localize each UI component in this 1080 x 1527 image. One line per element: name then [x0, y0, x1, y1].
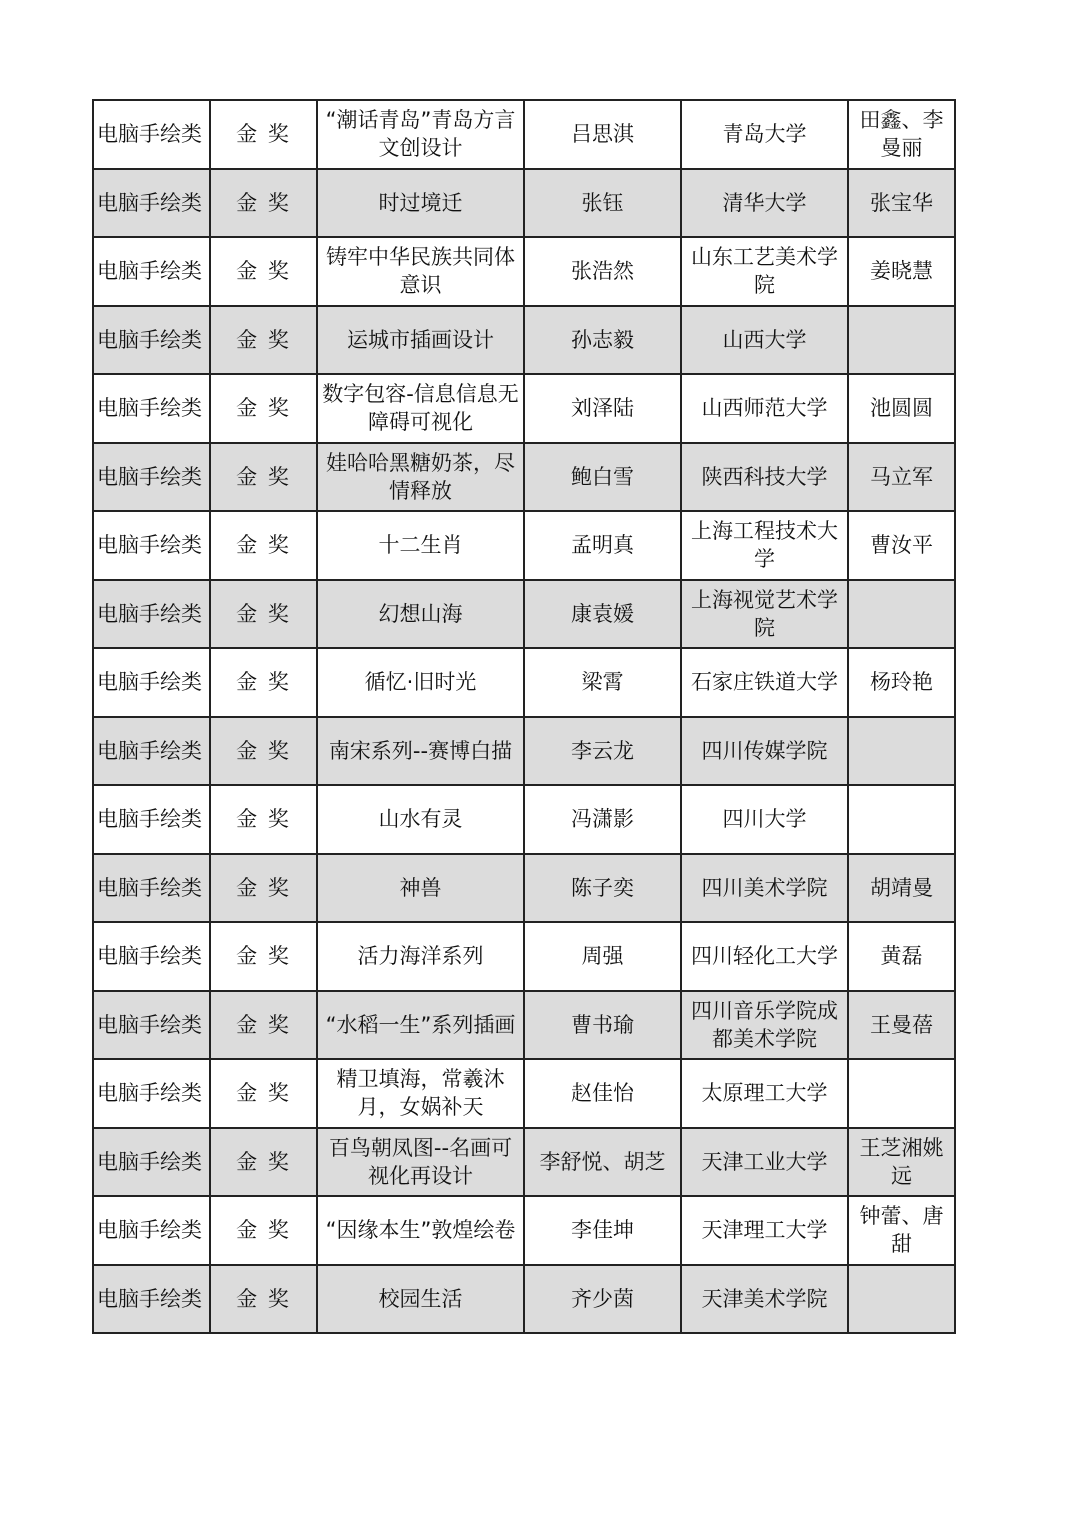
title-cell-text: 神兽 — [399, 875, 442, 900]
title-cell — [317, 580, 524, 649]
advisor-cell-text: 钟蕾、唐甜 — [859, 1204, 944, 1257]
school-cell-text: 青岛大学 — [722, 122, 807, 147]
advisor-cell — [848, 648, 955, 717]
title-cell-text: “水稻一生”系列插画 — [325, 1012, 516, 1037]
author-cell — [524, 991, 681, 1060]
school-cell-text: 天津理工大学 — [701, 1218, 828, 1243]
category-cell — [93, 100, 210, 169]
school-cell-text: 天津工业大学 — [701, 1149, 828, 1174]
school-cell-text: 四川音乐学院成都美术学院 — [691, 998, 838, 1051]
advisor-cell — [848, 1128, 955, 1197]
category-cell — [93, 785, 210, 854]
author-cell — [524, 100, 681, 169]
category-cell — [93, 648, 210, 717]
category-cell-text: 电脑手绘类 — [97, 464, 202, 489]
title-cell-text: 活力海洋系列 — [357, 944, 484, 969]
category-cell — [93, 374, 210, 443]
advisor-cell — [848, 785, 955, 854]
title-cell — [317, 511, 524, 580]
category-cell — [93, 991, 210, 1060]
award-cell-text: 金 奖 — [236, 122, 291, 147]
author-cell — [524, 1196, 681, 1265]
award-cell — [210, 717, 317, 786]
school-cell — [681, 1128, 848, 1197]
title-cell — [317, 717, 524, 786]
table-row — [93, 1059, 955, 1128]
award-cell-text: 金 奖 — [236, 1286, 291, 1311]
title-cell — [317, 237, 524, 306]
author-cell — [524, 785, 681, 854]
school-cell — [681, 785, 848, 854]
title-cell — [317, 1196, 524, 1265]
title-cell — [317, 169, 524, 238]
category-cell — [93, 237, 210, 306]
award-cell — [210, 1128, 317, 1197]
author-cell — [524, 306, 681, 375]
title-cell-text: 铸牢中华民族共同体意识 — [326, 245, 515, 298]
school-cell-text: 山东工艺美术学院 — [691, 245, 838, 298]
award-cell-text: 金 奖 — [236, 807, 291, 832]
school-cell-text: 天津美术学院 — [701, 1286, 828, 1311]
award-cell-text: 金 奖 — [236, 944, 291, 969]
award-cell-text: 金 奖 — [236, 1149, 291, 1174]
award-cell — [210, 922, 317, 991]
title-cell-text: 校园生活 — [378, 1286, 463, 1311]
author-cell — [524, 169, 681, 238]
table-row — [93, 991, 955, 1060]
school-cell — [681, 1059, 848, 1128]
category-cell-text: 电脑手绘类 — [97, 807, 202, 832]
title-cell — [317, 922, 524, 991]
school-cell — [681, 237, 848, 306]
category-cell-text: 电脑手绘类 — [97, 327, 202, 352]
school-cell — [681, 443, 848, 512]
author-cell — [524, 648, 681, 717]
award-cell — [210, 443, 317, 512]
title-cell — [317, 374, 524, 443]
title-cell — [317, 648, 524, 717]
advisor-cell — [848, 169, 955, 238]
advisor-cell — [848, 1265, 955, 1334]
advisor-cell — [848, 100, 955, 169]
advisor-cell-text: 姜晓慧 — [870, 259, 933, 284]
school-cell — [681, 648, 848, 717]
author-cell — [524, 922, 681, 991]
category-cell-text: 电脑手绘类 — [97, 944, 202, 969]
author-cell — [524, 237, 681, 306]
author-cell-text: 张钰 — [581, 190, 624, 215]
award-cell-text: 金 奖 — [236, 738, 291, 763]
school-cell — [681, 580, 848, 649]
award-cell — [210, 1196, 317, 1265]
school-cell — [681, 374, 848, 443]
author-cell-text: 赵佳怡 — [571, 1081, 634, 1106]
school-cell — [681, 511, 848, 580]
title-cell-text: “潮话青岛”青岛方言文创设计 — [325, 108, 516, 161]
advisor-cell-text: 张宝华 — [870, 190, 933, 215]
award-cell-text: 金 奖 — [236, 1012, 291, 1037]
table-row — [93, 237, 955, 306]
title-cell-text: 循忆·旧时光 — [364, 670, 477, 695]
award-cell-text: 金 奖 — [236, 327, 291, 352]
school-cell-text: 四川传媒学院 — [701, 738, 828, 763]
author-cell — [524, 580, 681, 649]
award-cell-text: 金 奖 — [236, 396, 291, 421]
category-cell — [93, 306, 210, 375]
advisor-cell — [848, 580, 955, 649]
advisor-cell — [848, 717, 955, 786]
advisor-cell — [848, 991, 955, 1060]
title-cell-text: 十二生肖 — [378, 533, 463, 558]
category-cell-text: 电脑手绘类 — [97, 601, 202, 626]
school-cell — [681, 922, 848, 991]
school-cell — [681, 1265, 848, 1334]
school-cell — [681, 1196, 848, 1265]
author-cell-text: 张浩然 — [571, 259, 634, 284]
category-cell — [93, 922, 210, 991]
category-cell-text: 电脑手绘类 — [97, 670, 202, 695]
school-cell — [681, 169, 848, 238]
category-cell — [93, 511, 210, 580]
school-cell-text: 陕西科技大学 — [701, 464, 828, 489]
school-cell — [681, 306, 848, 375]
title-cell-text: 时过境迁 — [378, 190, 463, 215]
category-cell-text: 电脑手绘类 — [97, 122, 202, 147]
author-cell-text: 康袁媛 — [571, 601, 634, 626]
award-cell — [210, 785, 317, 854]
author-cell-text: 孟明真 — [571, 533, 634, 558]
table-row — [93, 100, 955, 169]
school-cell — [681, 717, 848, 786]
title-cell — [317, 1265, 524, 1334]
advisor-cell — [848, 1196, 955, 1265]
table-row — [93, 648, 955, 717]
advisor-cell-text: 胡靖曼 — [870, 875, 933, 900]
title-cell — [317, 443, 524, 512]
school-cell-text: 太原理工大学 — [701, 1081, 828, 1106]
author-cell — [524, 1059, 681, 1128]
table-row — [93, 443, 955, 512]
advisor-cell-text: 王曼蓓 — [870, 1012, 933, 1037]
award-cell — [210, 854, 317, 923]
award-cell — [210, 237, 317, 306]
award-cell-text: 金 奖 — [236, 259, 291, 284]
school-cell-text: 上海视觉艺术学院 — [691, 587, 838, 640]
award-cell — [210, 100, 317, 169]
table-body — [93, 100, 955, 1333]
author-cell-text: 周强 — [581, 944, 624, 969]
award-cell — [210, 1265, 317, 1334]
category-cell-text: 电脑手绘类 — [97, 190, 202, 215]
award-cell — [210, 169, 317, 238]
table-row — [93, 306, 955, 375]
category-cell-text: 电脑手绘类 — [97, 1286, 202, 1311]
advisor-cell-text: 池圆圆 — [870, 396, 933, 421]
advisor-cell — [848, 1059, 955, 1128]
author-cell — [524, 854, 681, 923]
award-cell — [210, 648, 317, 717]
award-cell-text: 金 奖 — [236, 1218, 291, 1243]
category-cell — [93, 169, 210, 238]
author-cell — [524, 717, 681, 786]
table-row — [93, 854, 955, 923]
category-cell-text: 电脑手绘类 — [97, 1012, 202, 1037]
title-cell-text: 精卫填海，常羲沐月，女娲补天 — [336, 1067, 505, 1120]
award-cell-text: 金 奖 — [236, 464, 291, 489]
title-cell-text: 山水有灵 — [378, 807, 463, 832]
category-cell-text: 电脑手绘类 — [97, 259, 202, 284]
category-cell — [93, 717, 210, 786]
author-cell-text: 冯潇影 — [571, 807, 634, 832]
award-cell-text: 金 奖 — [236, 601, 291, 626]
title-cell — [317, 785, 524, 854]
table-row — [93, 717, 955, 786]
advisor-cell — [848, 511, 955, 580]
advisor-cell-text: 马立军 — [870, 464, 933, 489]
title-cell-text: 运城市插画设计 — [347, 327, 494, 352]
table-row — [93, 1196, 955, 1265]
award-table — [92, 99, 956, 1334]
category-cell-text: 电脑手绘类 — [97, 738, 202, 763]
category-cell — [93, 1196, 210, 1265]
advisor-cell — [848, 374, 955, 443]
category-cell — [93, 1128, 210, 1197]
school-cell — [681, 991, 848, 1060]
award-cell-text: 金 奖 — [236, 875, 291, 900]
author-cell-text: 鲍白雪 — [571, 464, 634, 489]
award-cell — [210, 511, 317, 580]
title-cell-text: 幻想山海 — [378, 601, 463, 626]
advisor-cell-text: 杨玲艳 — [870, 670, 933, 695]
author-cell — [524, 374, 681, 443]
advisor-cell-text: 王芝湘姚远 — [859, 1135, 944, 1188]
category-cell-text: 电脑手绘类 — [97, 396, 202, 421]
school-cell-text: 山西大学 — [722, 327, 807, 352]
author-cell-text: 李佳坤 — [571, 1218, 634, 1243]
table-row — [93, 1265, 955, 1334]
author-cell-text: 陈子奕 — [571, 875, 634, 900]
advisor-cell — [848, 443, 955, 512]
school-cell-text: 上海工程技术大学 — [691, 519, 838, 572]
award-cell — [210, 374, 317, 443]
category-cell — [93, 1059, 210, 1128]
award-cell-text: 金 奖 — [236, 670, 291, 695]
author-cell-text: 梁霄 — [581, 670, 624, 695]
advisor-cell — [848, 854, 955, 923]
category-cell — [93, 854, 210, 923]
author-cell-text: 吕思淇 — [571, 122, 634, 147]
award-cell — [210, 991, 317, 1060]
school-cell — [681, 100, 848, 169]
title-cell — [317, 100, 524, 169]
author-cell — [524, 511, 681, 580]
advisor-cell — [848, 237, 955, 306]
school-cell-text: 四川大学 — [722, 807, 807, 832]
category-cell — [93, 580, 210, 649]
table-row — [93, 169, 955, 238]
title-cell — [317, 306, 524, 375]
category-cell-text: 电脑手绘类 — [97, 875, 202, 900]
title-cell-text: 娃哈哈黑糖奶茶，尽情释放 — [326, 450, 515, 503]
category-cell — [93, 1265, 210, 1334]
table-row — [93, 511, 955, 580]
school-cell — [681, 854, 848, 923]
school-cell-text: 山西师范大学 — [701, 396, 828, 421]
author-cell-text: 刘泽陆 — [571, 396, 634, 421]
award-cell — [210, 580, 317, 649]
title-cell — [317, 1059, 524, 1128]
title-cell — [317, 1128, 524, 1197]
category-cell-text: 电脑手绘类 — [97, 533, 202, 558]
author-cell-text: 李云龙 — [571, 738, 634, 763]
award-cell — [210, 306, 317, 375]
title-cell — [317, 991, 524, 1060]
category-cell-text: 电脑手绘类 — [97, 1081, 202, 1106]
author-cell-text: 孙志毅 — [571, 327, 634, 352]
title-cell-text: 百鸟朝凤图--名画可视化再设计 — [328, 1135, 513, 1188]
advisor-cell-text: 田鑫、李曼丽 — [859, 108, 944, 161]
title-cell-text: 数字包容-信息信息无障碍可视化 — [322, 382, 519, 435]
award-cell-text: 金 奖 — [236, 533, 291, 558]
author-cell — [524, 1265, 681, 1334]
advisor-cell — [848, 922, 955, 991]
school-cell-text: 清华大学 — [722, 190, 807, 215]
table-row — [93, 785, 955, 854]
award-cell-text: 金 奖 — [236, 1081, 291, 1106]
award-cell-text: 金 奖 — [236, 190, 291, 215]
table-row — [93, 580, 955, 649]
school-cell-text: 四川轻化工大学 — [691, 944, 838, 969]
table-row — [93, 374, 955, 443]
title-cell-text: “因缘本生”敦煌绘卷 — [325, 1218, 516, 1243]
school-cell-text: 石家庄铁道大学 — [691, 670, 838, 695]
author-cell-text: 齐少茵 — [571, 1286, 634, 1311]
author-cell-text: 李舒悦、胡芝 — [539, 1149, 666, 1174]
advisor-cell — [848, 306, 955, 375]
author-cell-text: 曹书瑜 — [571, 1012, 634, 1037]
school-cell-text: 四川美术学院 — [701, 875, 828, 900]
category-cell-text: 电脑手绘类 — [97, 1149, 202, 1174]
author-cell — [524, 1128, 681, 1197]
title-cell-text: 南宋系列--赛博白描 — [328, 738, 513, 763]
table-row — [93, 922, 955, 991]
category-cell — [93, 443, 210, 512]
table-row — [93, 1128, 955, 1197]
award-cell — [210, 1059, 317, 1128]
category-cell-text: 电脑手绘类 — [97, 1218, 202, 1243]
advisor-cell-text: 曹汝平 — [870, 533, 933, 558]
advisor-cell-text: 黄磊 — [880, 944, 923, 969]
author-cell — [524, 443, 681, 512]
title-cell — [317, 854, 524, 923]
